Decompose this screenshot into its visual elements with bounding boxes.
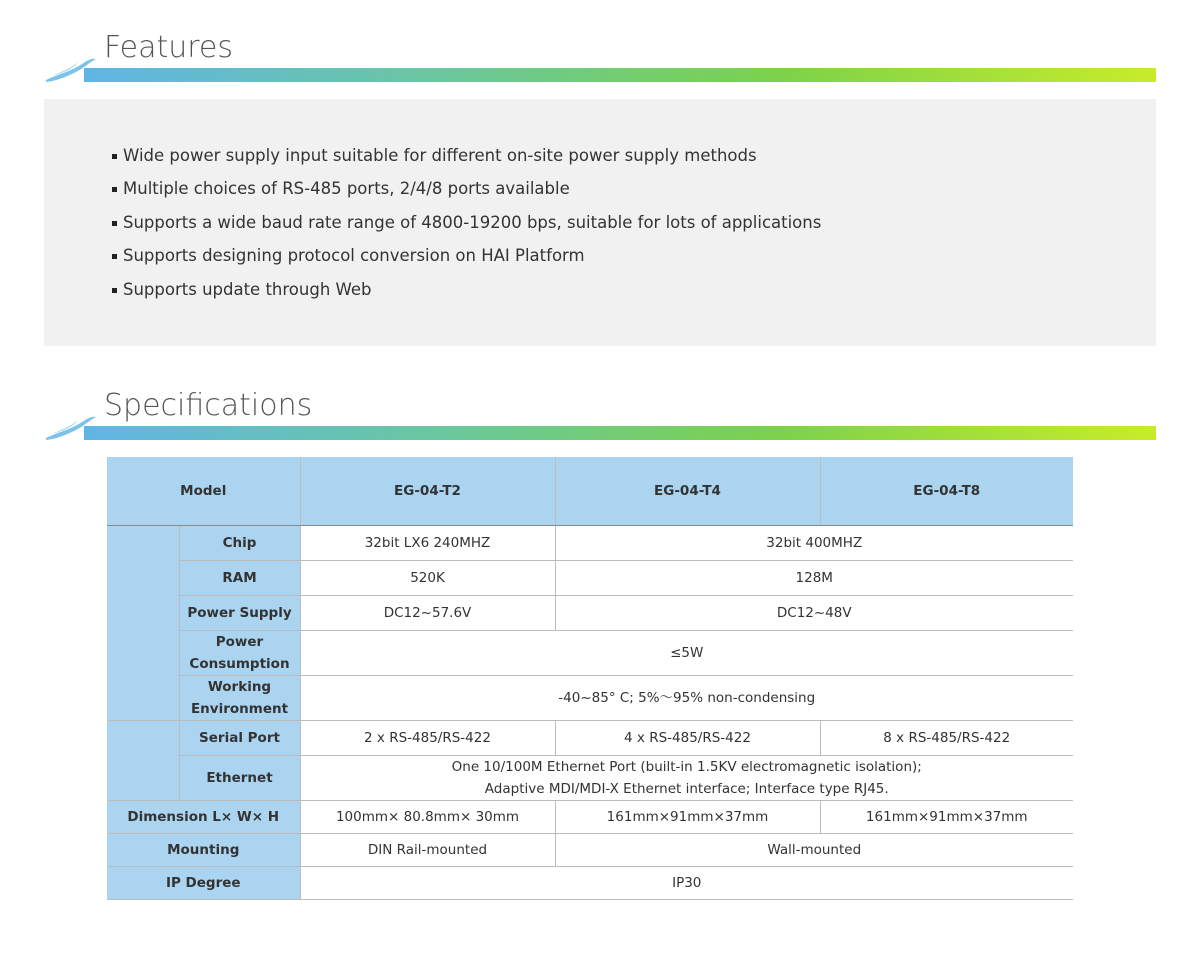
interface-category-cell [107, 721, 179, 801]
working-environment-label-line1: Working [207, 679, 272, 695]
dimension-t8-value: 161mm×91mm×37mm [820, 801, 1073, 834]
chip-t4-t8-value: 32bit 400MHZ [555, 526, 1073, 561]
hardware-category-cell [107, 526, 179, 721]
working-environment-label [179, 676, 300, 721]
table-row-ram [107, 561, 1073, 596]
ram-t4-t8-value: 128M [555, 561, 1073, 596]
bullet-icon [112, 254, 117, 259]
power-consumption-label [179, 631, 300, 676]
power-supply-t4-t8-value: DC12~48V [555, 596, 1073, 631]
features-list [112, 144, 821, 311]
working-environment-value: -40~85° C; 5%～95% non-condensing [300, 676, 1073, 721]
ethernet-value-line1: One 10/100M Ethernet Port (built-in 1.5KV electromagnetic isolation); [451, 759, 922, 775]
serial-port-label: Serial Port [179, 721, 300, 756]
features-section-header [44, 28, 1156, 88]
table-header-row [107, 457, 1073, 526]
specifications-table [107, 457, 1073, 900]
dimension-t4-value: 161mm×91mm×37mm [555, 801, 820, 834]
serial-port-t2-value: 2 x RS-485/RS-422 [300, 721, 555, 756]
ethernet-value [300, 756, 1073, 801]
table-row-ip-degree [107, 867, 1073, 900]
power-supply-label: Power Supply [179, 596, 300, 631]
model-t8-cell: EG-04-T8 [820, 457, 1073, 526]
features-panel [44, 99, 1156, 346]
table-row-dimension [107, 801, 1073, 834]
ram-label: RAM [179, 561, 300, 596]
feature-text: Multiple choices of RS-485 ports, 2/4/8 ports available [123, 179, 570, 199]
dimension-label: Dimension L× W× H [107, 801, 300, 834]
feature-text: Supports a wide baud rate range of 4800-19200 bps, suitable for lots of applications [123, 212, 822, 232]
ethernet-value-line2: Adaptive MDI/MDI-X Ethernet interface; Interface type RJ45. [484, 781, 889, 797]
features-title: Features [104, 30, 233, 65]
model-t2-cell: EG-04-T2 [300, 457, 555, 526]
power-consumption-value: ≤5W [300, 631, 1073, 676]
table-row-power-supply [107, 596, 1073, 631]
table-row-chip [107, 526, 1073, 561]
ip-degree-value: IP30 [300, 867, 1073, 900]
feature-text: Supports update through Web [123, 279, 372, 299]
serial-port-t8-value: 8 x RS-485/RS-422 [820, 721, 1073, 756]
bullet-icon [112, 221, 117, 226]
bullet-icon [112, 288, 117, 293]
features-gradient-bar [84, 68, 1156, 82]
specifications-gradient-bar [84, 426, 1156, 440]
chip-t2-value: 32bit LX6 240MHZ [300, 526, 555, 561]
table-row-serial-port [107, 721, 1073, 756]
feature-item [112, 144, 821, 177]
table-row-mounting [107, 834, 1073, 867]
feature-item [112, 211, 821, 244]
dimension-t2-value: 100mm× 80.8mm× 30mm [300, 801, 555, 834]
working-environment-label-line2: Environment [190, 701, 289, 717]
feature-item [112, 278, 821, 311]
serial-port-t4-value: 4 x RS-485/RS-422 [555, 721, 820, 756]
power-consumption-label-line2: Consumption [189, 656, 290, 672]
bullet-icon [112, 154, 117, 159]
model-t4-cell: EG-04-T4 [555, 457, 820, 526]
table-row-working-environment [107, 676, 1073, 721]
feature-item [112, 177, 821, 210]
feature-text: Wide power supply input suitable for different on-site power supply methods [123, 146, 757, 165]
ip-degree-label: IP Degree [107, 867, 300, 900]
mounting-label: Mounting [107, 834, 300, 867]
ram-t2-value: 520K [300, 561, 555, 596]
specifications-title: Specifications [104, 388, 313, 423]
table-row-ethernet [107, 756, 1073, 801]
ethernet-label: Ethernet [179, 756, 300, 801]
chip-label: Chip [179, 526, 300, 561]
power-consumption-label-line1: Power [215, 634, 264, 650]
bullet-icon [112, 187, 117, 192]
feature-item [112, 244, 821, 277]
power-supply-t2-value: DC12~57.6V [300, 596, 555, 631]
model-label-cell: Model [107, 457, 300, 526]
specifications-section-header [44, 386, 1156, 446]
mounting-t2-value: DIN Rail-mounted [300, 834, 555, 867]
table-row-power-consumption [107, 631, 1073, 676]
mounting-t4-t8-value: Wall-mounted [555, 834, 1073, 867]
feature-text: Supports designing protocol conversion on HAI Platform [123, 246, 585, 266]
